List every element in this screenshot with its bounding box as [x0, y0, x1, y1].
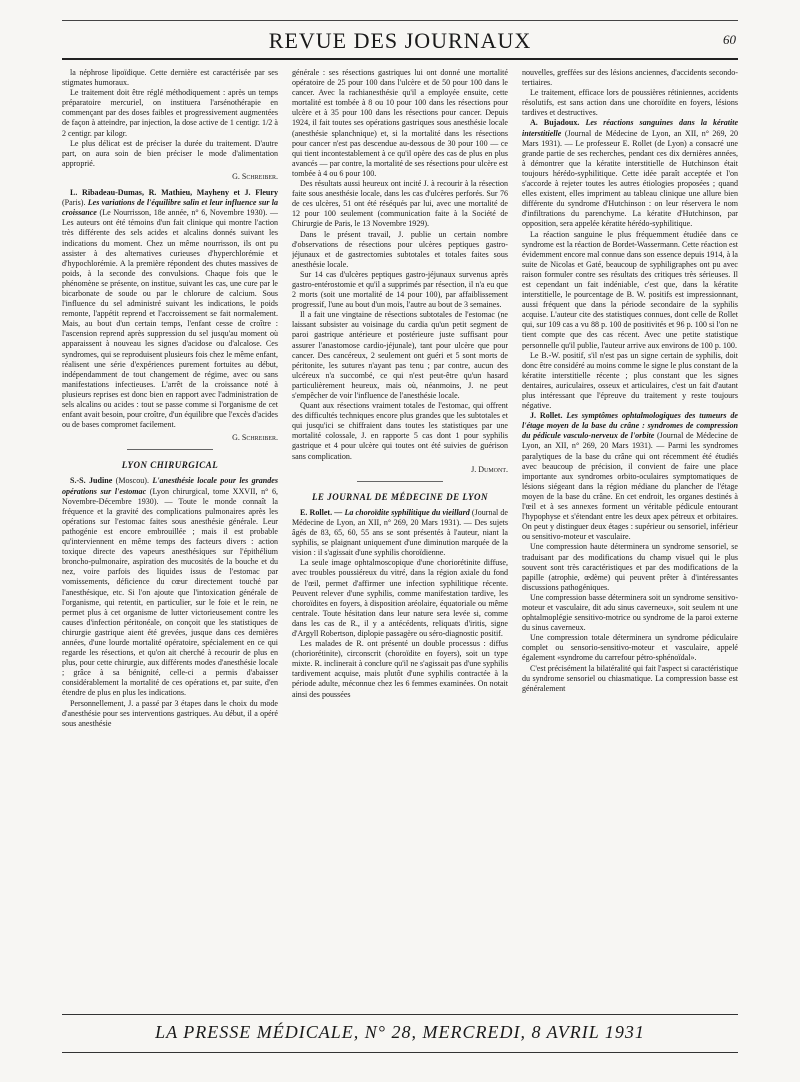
section-heading: LYON CHIRURGICAL: [121, 460, 219, 471]
article-body: Les auteurs ont été témoins d'un fait clinique qui montre l'action très différente des sels acides et alcalins donnés suivant les indications du moment. Chez un même nourrisson, ils ont pu assister à des alternatives curieuses d'hyperchlorémie et d'hypochlorémie. A la première répondent des chutes massives de poids, à la seconde des convulsions. Chaque fois que le phénomène se présente, on institue, suivant les cas, une cure par le bicarbonate de soude ou par le chlorure de calcium. Sous l'influence du sel administré suivant les indications, le poids remonte, l'appétit reprend et l'accroissement se fait normalement. Mais, au bout d'un certain temps, l'enfant cesse de croître : l'ascension reprend après suppression du sel jusqu'au moment où apparaissent à nouveau les signes d'acidose ou d'alcalose. Ces syndromes, qui se reproduisent plusieurs fois chez le même enfant, réalisent une série d'expériences purement fortuites au début, indépendamment de tout changement de régime, avec ou sans manifestations infectieuses. L'arrêt de la croissance noté à plusieurs reprises est donc bien en rapport avec l'administration de sels alcalins ou acides : tout se passe comme si l'organisme de cet enfant avait besoin, pour croître, d'un équilibre que l'excès d'acides ou de bases compromet facilement.: [62, 218, 278, 430]
paragraph: nouvelles, greffées sur des lésions anciennes, d'accidents secondo-tertiaires.: [522, 68, 738, 88]
paragraph: Une compression totale déterminera un syndrome pédiculaire complet ou sensorio-sensitivo-moteur et vasculaire, appelé également «syndrome du carrefour pétro-sphénoïdal».: [522, 633, 738, 663]
paragraph: Des résultats aussi heureux ont incité J. à recourir à la résection faite sous anesthésie locale, dans les cas d'ulcères perforés. Sur 76 de ces ulcères, 51 ont été réséqués par lui, avec une mortalité de 12 pour 100 seulement (communication faite à la Société de Chirurgie de Paris, le 13 Novembre 1929).: [292, 179, 508, 229]
footer-rule: [62, 1052, 738, 1053]
article-header: [62, 476, 278, 698]
paragraph: Sur 14 cas d'ulcères peptiques gastro-jéjunaux survenus après gastro-entérostomie et qu'il a supprimés par résection, il n'a eu que 2 morts (soit une mortalité de 14 pour 100), par affaiblissement progressif, l'une au bout d'un mois, l'autre au bout de 3 semaines.: [292, 269, 508, 310]
article-author: J. Rollet.: [530, 411, 563, 421]
article-author: E. Rollet.: [300, 507, 333, 517]
signature: J. Dumont.: [471, 464, 508, 474]
page-footer: LA PRESSE MÉDICALE, N° 28, MERCREDI, 8 AVRIL 1931: [155, 1022, 645, 1042]
article-author: L. Ribadeau-Dumas, R. Mathieu, Mayheny et J. Fleury: [70, 188, 278, 198]
paragraph: Personnellement, J. a passé par 3 étapes dans le choix du mode d'anesthésie pour ses interventions gastriques. Au début, il a opéré sous anesthésie: [62, 698, 278, 728]
divider: [127, 449, 213, 450]
top-rule: [62, 20, 738, 21]
article-body: Parmi les syndromes paralytiques de la base du crâne qui ont récemment été étudiés avec beaucoup de précision, il convient de faire une place importante aux syndromes orbito-oculaires symptomatiques de lésions siégeant dans la région médiane du plancher de l'étage moyen de la base du crâne. En cet endroit, les organes destinés à l'œil et à ses annexes forment un véritable pédicule entourant l'hypophyse et s'étendant entre les deux apex pétreux et orbitaires. On peut y distinguer deux étages : supérieur ou sensoriel, inférieur ou sensitivo-moteur et vasculaire.: [522, 441, 738, 542]
article-title: Les réactions sanguines dans la kératite interstitielle: [522, 118, 738, 138]
paragraph: Le B.-W. positif, s'il n'est pas un signe certain de syphilis, doit donc être considéré au moins comme le signe le plus constant de la kératite interstitielle récente ; plus constant que les signes dentaires, auriculaires, osseux et articulaires, c'est un fait d'autant plus intéressant que l'épreuve du traitement y reste toujours négative.: [522, 350, 738, 411]
paragraph: Le traitement doit être réglé méthodiquement : après un temps préparatoire mercuriel, on instituera l'arsénothérapie en commençant par des doses faibles et progressivement augmentées de façon à atteindre, par injection, la dose active de 1 centigr. 1/2 à 2 centigr. par kilogr.: [62, 88, 278, 138]
footer-rule: [62, 1014, 738, 1015]
article-author: A. Bujadoux.: [530, 118, 580, 128]
column-3: [522, 68, 738, 1000]
divider: [357, 481, 443, 482]
article-title: Les symptômes ophtalmologiques des tumeurs de l'étage moyen de la base du crâne : syndromes de compression du pédicule vasculo-nerveux de l'orbite: [522, 411, 738, 441]
article-source: (Journal de Médecine de Lyon, an XII, n° 269, 20 Mars 1931). —: [522, 431, 738, 451]
paragraph: Quant aux résections vraiment totales de l'estomac, qui offrent des difficultés techniques encore plus grandes que les subtotales et qui jusqu'ici se chiffraient dans toutes les statistiques par une mortalité colossale, J. en rapporte 5 cas dont 1 pour syphilis gastrique et 4 pour ulcère qui toutes ont été suivies de guérison sans complication.: [292, 401, 508, 461]
journal-section-title: REVUE DES JOURNAUX: [268, 28, 532, 53]
column-2: [292, 68, 508, 1000]
text-columns: [62, 68, 738, 1000]
section-heading: LE JOURNAL DE MÉDECINE DE LYON: [311, 491, 489, 502]
article-place: (Paris).: [62, 198, 86, 208]
article-source: (Lyon chirurgical, tome XXVII, n° 6, Novembre-Décembre 1930). —: [62, 486, 278, 506]
paragraph: C'est précisément la bilatéralité qui fait l'aspect si caractéristique du syndrome sensoriel ou chiasmatique. La compression basse est généralement: [522, 663, 738, 693]
article-body: Le professeur E. Rollet (de Lyon) a consacré une grande partie de ses recherches, pendant ces dix dernières années, à démontrer que la kératite interstitielle de Hutchinson était toujours hérédo-syphilitique. Cette idée paraît acceptée et l'on s'accorde à rejeter toutes les autres étiologies proposées ; quand elles existent, elles impriment au tableau clinique une allure bien différente du syndrome d'Hutchinson : on leur réservera le nom d'infiltrations du parenchyme. La kératite d'Hutchinson, par opposition, sera appelée kératite hérédo-syphilitique.: [522, 138, 738, 229]
column-1: [62, 68, 278, 1000]
paragraph: la néphrose lipoïdique. Cette dernière est caractérisée par ses stigmates humoraux.: [62, 68, 278, 88]
article-header: [522, 118, 738, 229]
article-body: Toute le monde connaît la fréquence et la gravité des complications pulmonaires après les opérations sur l'estomac faites sous anesthésie générale. Leur pathogénie est encore embrouillée ; mais il est probable qu'interviennent en même temps des facteurs divers : action toxique directe des vapeurs anesthésiques sur l'épithélium broncho-pulmonaire, aspiration des mucosités de la bouche et du nez, voire parfois des liquides issus de l'estomac par vomissements, déficience du cœur directement touché par l'anesthésique, etc. Si l'on ajoute que l'intoxication générale de l'organisme, qui retentit, en particulier, sur le foie et le rein, ne permet plus à cet organisme de lutter victorieusement contre les causes d'infection péritonéale, on conçoit que les statistiques de chirurgie gastrique aient été grevées, jusque dans ces dernières années, d'une lourde mortalité opératoire, spécialement en ce qui regarde les résections, et qu'on ait cherché à recourir de plus en plus, pour cette chirurgie, aux différents modes d'anesthésie locale ; grâce à sa bénignité, celle-ci a permis d'abaisser considérablement la mortalité de ces opérations et, par suite, d'en étendre de plus en plus les indications.: [62, 496, 278, 698]
paragraph: Dans le présent travail, J. publie un certain nombre d'observations de résections pour ulcères peptiques gastro-jéjunaux et de gastrectomies subtotales et totales faites sous anesthésie locale.: [292, 229, 508, 269]
article-title: — La choroïdite syphilitique du vieillard: [334, 507, 470, 517]
article-title: L'anesthésie locale pour les grandes opérations sur l'estomac: [62, 476, 278, 496]
article-header: [522, 411, 738, 542]
article-author: S.-S. Judine: [70, 476, 113, 486]
article-title: Les variations de l'équilibre salin et leur influence sur la croissance: [62, 198, 278, 218]
paragraph: La seule image ophtalmoscopique d'une choriorétinite diffuse, avec troubles poussiéreux du vitré, dans la région axiale du fond de l'œil, permet d'affirmer une infection syphilitique récente. Peuvent relever d'une syphilis, comme manifestation tardive, les choroïdites en foyers, à disposition aréolaire, équatoriale ou même centrale. Toute hésitation dans leur nature sera levée si, comme dans les cas de R., il y a antécédents, reliquats d'iritis, signe d'Argyll Robertson, diplopie passagère ou séro-diagnostic positif.: [292, 558, 508, 638]
signature: G. Schreiber.: [232, 433, 278, 443]
paragraph: Une compression haute déterminera un syndrome sensoriel, se traduisant par des modifications du champ visuel qui le plus souvent sont très caractéristiques et par des modifications de la papille (atrophie, œdème) qui peuvent prêter à d'intéressantes discussions pathogéniques.: [522, 542, 738, 592]
paragraph: générale : ses résections gastriques lui ont donné une mortalité opératoire de 25 pour 100 dans l'ulcère et de 50 pour 100 dans le cancer. Avec la rachianesthésie qu'il a employée ensuite, cette mortalité est tombée à 8 ou 10 pour 100 dans les résections pour ulcère et à 35 pour 100 dans les résections pour cancer. Depuis 1924, il fait toutes ses opérations gastriques sous anesthésie locale (anesthésie splanchnique) et, si la mortalité dans les résections pour cancer n'est pas descendue au-dessous de 30 pour 100 — ce qui tient incontestablement à ce qu'il opère des cas de plus en plus avancés — par contre, la mortalité de ses résections pour ulcère est tombée à 4 ou 6 pour 100.: [292, 68, 508, 178]
page-number: 60: [723, 32, 736, 47]
article-header: [292, 508, 508, 558]
article-header: [62, 188, 278, 430]
article-source: (Journal de Médecine de Lyon, an XII, n° 269, 20 Mars 1931). —: [522, 128, 738, 148]
paragraph: Une compression basse déterminera soit un syndrome sensitivo-moteur et vasculaire, dit adu sinus caverneux», soit seulem nt une ophtalmoplégie sensitivo-motrice ou syndrome de la paroi externe du sinus caverneux.: [522, 592, 738, 633]
article-body: Des sujets âgés de 83, 65, 60, 55 ans se sont présentés à l'auteur, niant la syphilis, se plaignant uniquement d'une diminution marquée de la vision : il s'agissait d'une syphilis choroïdienne.: [292, 517, 508, 558]
signature: G. Schreiber.: [232, 171, 278, 181]
paragraph: Il a fait une vingtaine de résections subtotales de l'estomac (ne laissant subsister au voisinage du cardia qu'un petit segment de paroi gastrique antérieure et postérieure juste suffisant pour assurer l'anastomose cardio-jéjunale), tant pour ulcère que pour cancer. Des cancéreux, 2 seulement ont guéri et 5 sont morts de péritonite, les sutures n'ayant pas tenu ; par contre, aucun des ulcéreux n'a succombé, ce qui n'est peut-être qu'un hasard particulièrement heureux, mais où, néanmoins, J. ne peut s'empêcher de voir l'influence de l'anesthésie locale.: [292, 310, 508, 400]
paragraph: Le plus délicat est de préciser la durée du traitement. D'autre part, on aura soin de bien préciser le mode d'alimentation approprié.: [62, 138, 278, 168]
header-rule: [62, 58, 738, 60]
paragraph: La réaction sanguine le plus fréquemment étudiée dans ce syndrome est la réaction de Bordet-Wassermann. Cette réaction est évidemment encore mal connue dans son essence depuis 1914, à la suite de Nicolas et Gaté, beaucoup de syphiligraphes ont pu avec raison formuler contre ses résultats des critiques très sérieuses. Il est cependant un fait indéniable, c'est que, dans la kératite interstitielle, le pourcentage de B. W. positifs est impressionnant, aussi fréquent que dans la période secondaire de la syphilis acquise. L'auteur cite des statistiques connues, dont celle de Rollet qui, sur 109 cas a vu 88 p. 100 de positivités et 96 p. 100 si l'on ne tient compte que des cas récent. Avec une petite statistique personnelle qu'il publie, l'auteur arrive aux environs de 100 p. 100.: [522, 229, 738, 350]
article-place: (Moscou).: [115, 476, 149, 486]
paragraph: Le traitement, efficace lors de poussières rétiniennes, accidents résolutifs, est sans action dans une choroïdite en foyers, lésions tardives et destructives.: [522, 88, 738, 118]
paragraph: Les malades de R. ont présenté un double processus : diffus (choriorétinite), circonscrit (choroïdite en foyers), soit un type mixte. R. inclinerait à conclure qu'il ne s'agissait pas d'une syphilis tardivement acquise, mais plutôt d'une syphilis contractée à la période adulte, méconnue chez les 6 femmes examinées. On notait ainsi des poussées: [292, 639, 508, 699]
article-source: (Le Nourrisson, 18e année, n° 6, Novembre 1930). —: [99, 208, 278, 218]
article-source: (Journal de Médecine de Lyon, an XII, n° 269, 20 Mars 1931). —: [292, 507, 508, 527]
